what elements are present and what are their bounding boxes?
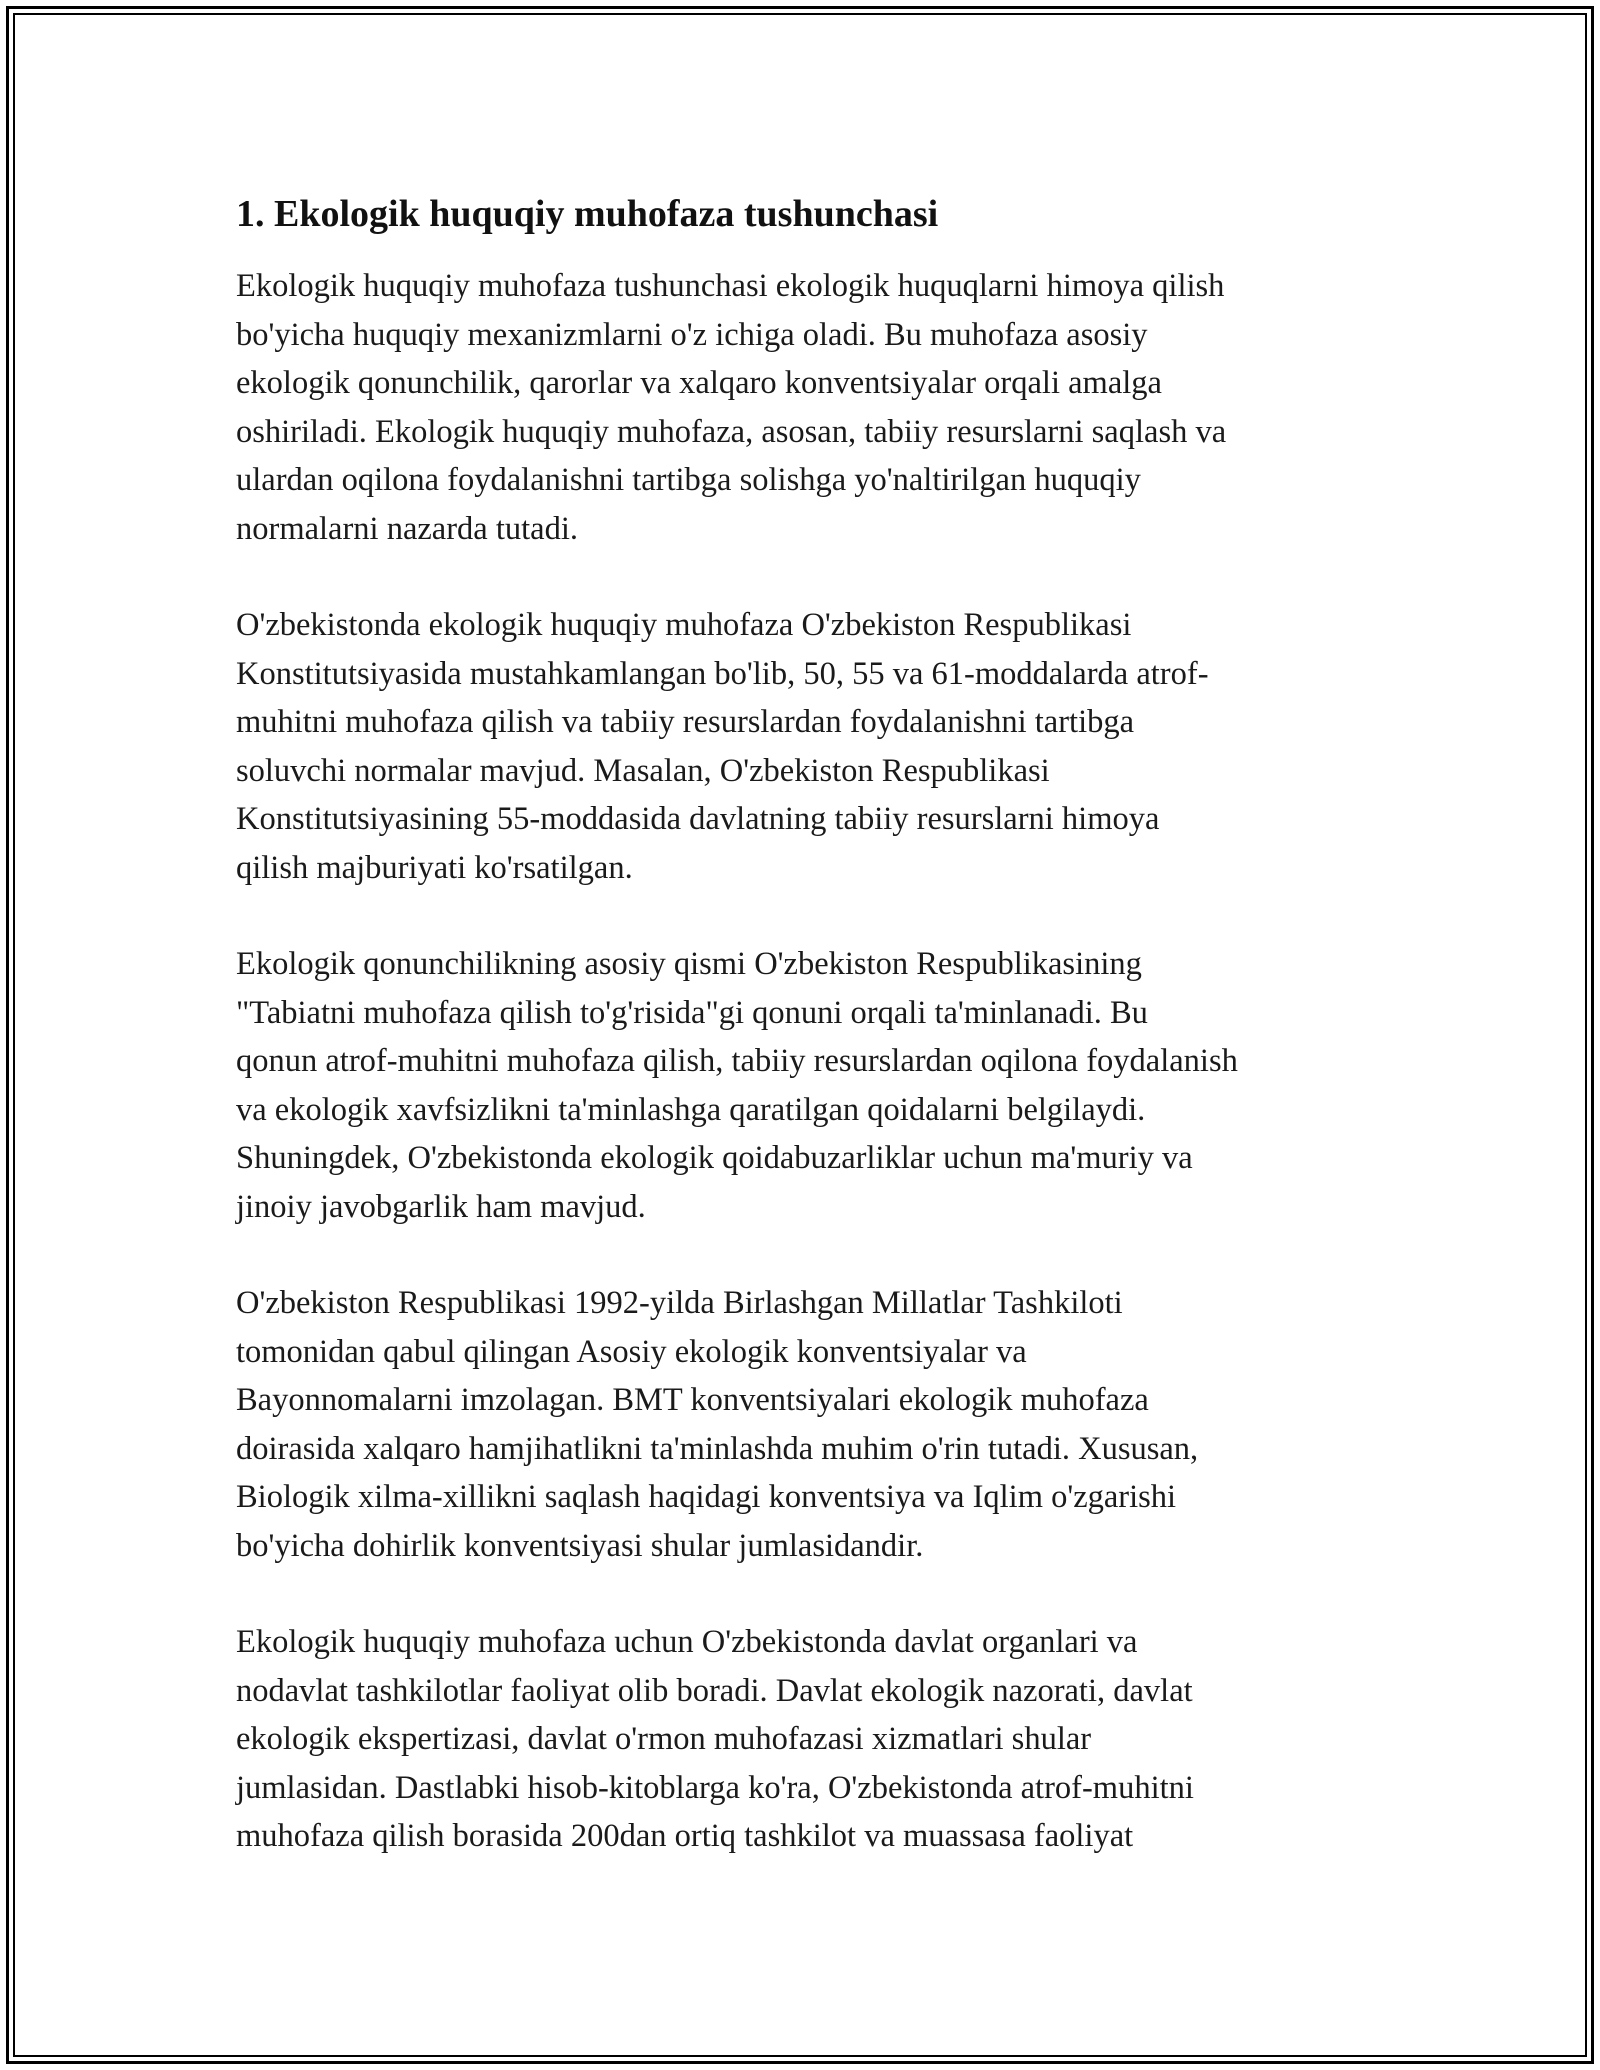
paragraph-1: Ekologik huquqiy muhofaza tushunchasi ekologik huquqlarni himoya qilish bo'yicha huquqiy mexanizmlarni o'z ichiga oladi. Bu muhofaza asosiy ekologik qonunchilik, qarorlar va xalqaro konventsiyalar orqali amalga oshiriladi. Ekologik huquqiy muhofaza, asosan, tabiiy resurslarni saqlash va ulardan oqilona foydalanishni tartibga solishga yo'naltirilgan huquqiy normalarni nazarda tutadi. — [236, 268, 1227, 547]
section-heading: 1. Ekologik huquqiy muhofaza tushunchasi — [236, 193, 939, 235]
document-body — [236, 186, 1376, 1909]
paragraph-5: Ekologik huquqiy muhofaza uchun O'zbekistonda davlat organlari va nodavlat tashkilotlar faoliyat olib boradi. Davlat ekologik nazorati, davlat ekologik ekspertizasi, davlat o'rmon muhofazasi xizmatlari shular jumlasidan. Dastlabki hisob-kitoblarga ko'ra, O'zbekistonda atrof-muhitni muhofaza qilish borasida 200dan ortiq tashkilot va muassasa faoliyat — [236, 1624, 1194, 1854]
paragraph-2: O'zbekistonda ekologik huquqiy muhofaza O'zbekiston Respublikasi Konstitutsiyasida mustahkamlangan bo'lib, 50, 55 va 61-moddalarda atrof- muhitni muhofaza qilish va tabiiy resurslardan foydalanishni tartibga soluvchi normalar mavjud. Masalan, O'zbekiston Respublikasi Konstitutsiyasining 55-moddasida davlatning tabiiy resurslarni himoya qilish majburiyati ko'rsatilgan. — [236, 607, 1209, 886]
paragraph-3: Ekologik qonunchilikning asosiy qismi O'zbekiston Respublikasining "Tabiatni muhofaza qilish to'g'risida"gi qonuni orqali ta'minlanadi. Bu qonun atrof-muhitni muhofaza qilish, tabiiy resurslardan oqilona foydalanish va ekologik xavfsizlikni ta'minlashga qaratilgan qoidalarni belgilaydi. Shuningdek, O'zbekistonda ekologik qoidabuzarliklar uchun ma'muriy va jinoiy javobgarlik ham mavjud. — [236, 946, 1238, 1225]
paragraph-4: O'zbekiston Respublikasi 1992-yilda Birlashgan Millatlar Tashkiloti tomonidan qabul qilingan Asosiy ekologik konventsiyalar va Bayonnomalarni imzolagan. BMT konventsiyalari ekologik muhofaza doirasida xalqaro hamjihatlikni ta'minlashda muhim o'rin tutadi. Xususan, Biologik xilma-xillikni saqlash haqidagi konventsiya va Iqlim o'zgarishi bo'yicha dohirlik konventsiyasi shular jumlasidandir. — [236, 1285, 1199, 1564]
